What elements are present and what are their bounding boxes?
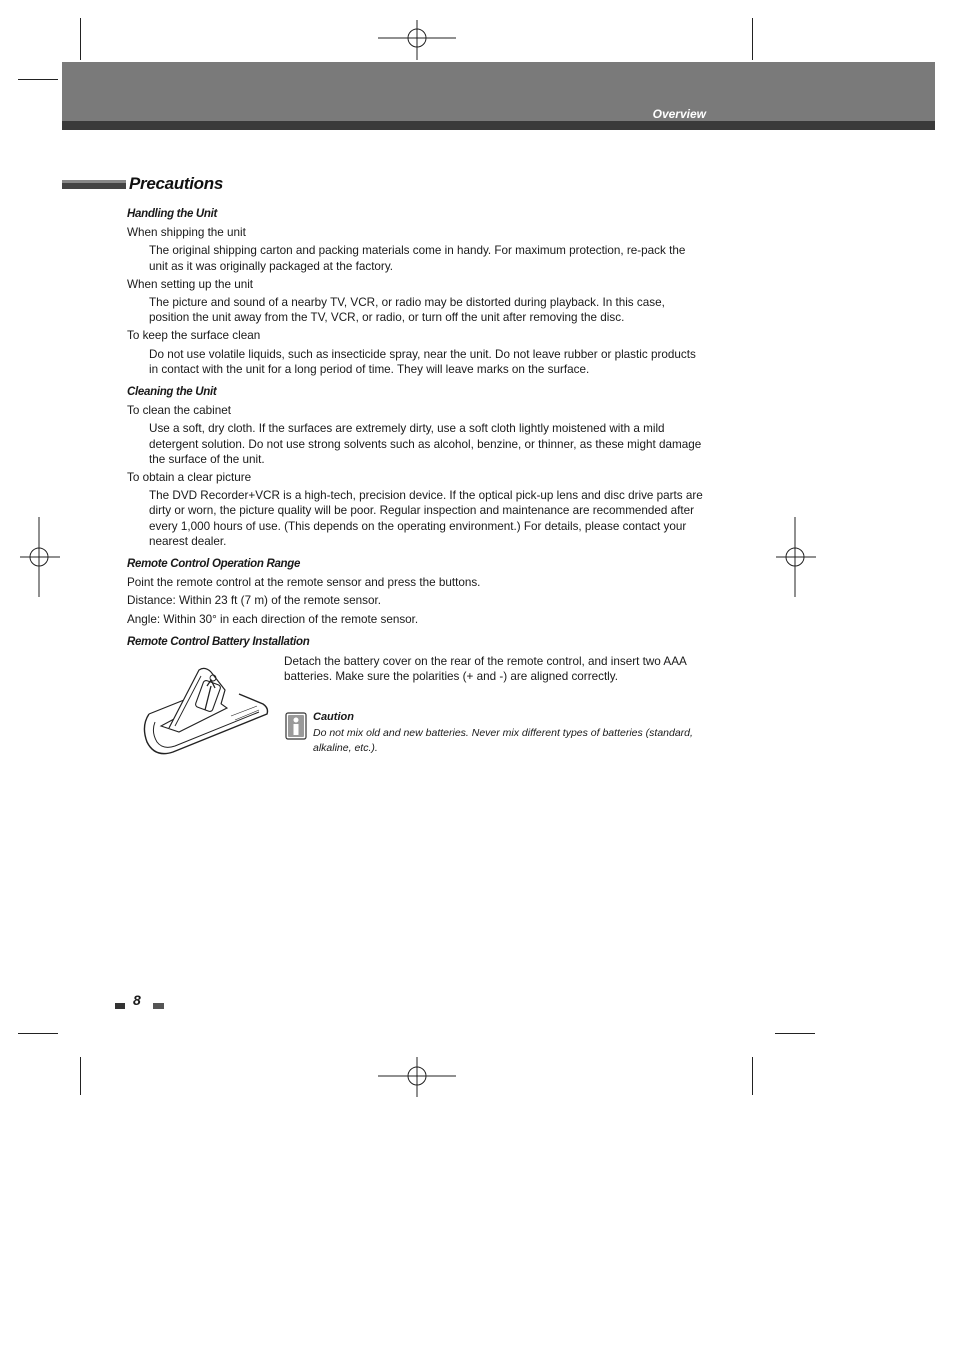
cabinet-text: Use a soft, dry cloth. If the surfaces are extremely dirty, use a soft cloth lightly moistened with a mild detergent solution. Do not use strong solvents such as alcohol, benzine, or thinner, as these might damage the surface of the unit. [149, 422, 702, 466]
battery-section [127, 654, 707, 779]
range-line-1: Point the remote control at the remote sensor and press the buttons. [127, 576, 481, 590]
crop-mark [80, 18, 81, 60]
surface-text: Do not use volatile liquids, such as insecticide spray, near the unit. Do not leave rubber or plastic products in contact with the unit for a long period of time. They will leave marks on the surface. [149, 347, 696, 376]
crop-mark [80, 1057, 81, 1095]
cabinet-label: To clean the cabinet [127, 404, 231, 418]
setup-label: When setting up the unit [127, 277, 254, 291]
heading-cleaning: Cleaning the Unit [127, 386, 217, 399]
page-number: 8 [133, 992, 141, 1008]
page-title: Precautions [129, 174, 224, 193]
section-label: Overview [652, 107, 706, 121]
shipping-label: When shipping the unit [127, 226, 246, 240]
remote-battery-illustration [139, 664, 269, 759]
info-icon [285, 712, 307, 740]
crop-mark [752, 1057, 753, 1095]
registration-mark-right [776, 517, 816, 597]
shipping-text: The original shipping carton and packing materials come in handy. For maximum protection, re-pack the unit as it was originally packaged at the factory. [149, 244, 686, 273]
crop-mark [752, 18, 753, 60]
registration-mark-bottom [378, 1057, 456, 1097]
registration-mark-top [378, 20, 456, 60]
page-number-marker-left [115, 1003, 125, 1009]
crop-mark [18, 79, 58, 80]
heading-remote-range: Remote Control Operation Range [127, 558, 301, 571]
picture-text: The DVD Recorder+VCR is a high-tech, precision device. If the optical pick-up lens and disc drive parts are dirty or worn, the picture quality will be poor. Regular inspection and maintenance are recommended after every 1,000 hours of use. (This depends on the operating environment.) For details, please contact your nearest dealer. [149, 489, 703, 548]
range-line-2: Distance: Within 23 ft (7 m) of the remote sensor. [127, 594, 381, 608]
title-bar-highlight [62, 180, 126, 183]
header-rule [62, 121, 935, 130]
crop-mark [18, 1033, 58, 1034]
caution-title: Caution [313, 711, 354, 724]
heading-battery: Remote Control Battery Installation [127, 635, 310, 648]
registration-mark-left [20, 517, 60, 597]
range-line-3: Angle: Within 30° in each direction of the remote sensor. [127, 612, 419, 626]
setup-text: The picture and sound of a nearby TV, VCR, or radio may be distorted during playback. In this case, position the unit away from the TV, VCR, or radio, or turn off the unit after removing the disc. [149, 296, 665, 325]
battery-text: Detach the battery cover on the rear of the remote control, and insert two AAA batteries. Make sure the polarities (+ and -) are aligned correctly. [284, 655, 687, 684]
picture-label: To obtain a clear picture [127, 471, 252, 485]
page-number-marker-right [153, 1003, 164, 1009]
heading-handling: Handling the Unit [127, 208, 218, 220]
crop-mark [775, 1033, 815, 1034]
caution-text: Do not mix old and new batteries. Never mix different types of batteries (standard, alkaline, etc.). [313, 727, 693, 754]
content [127, 207, 707, 779]
surface-label: To keep the surface clean [127, 329, 261, 343]
header-band [62, 62, 935, 122]
